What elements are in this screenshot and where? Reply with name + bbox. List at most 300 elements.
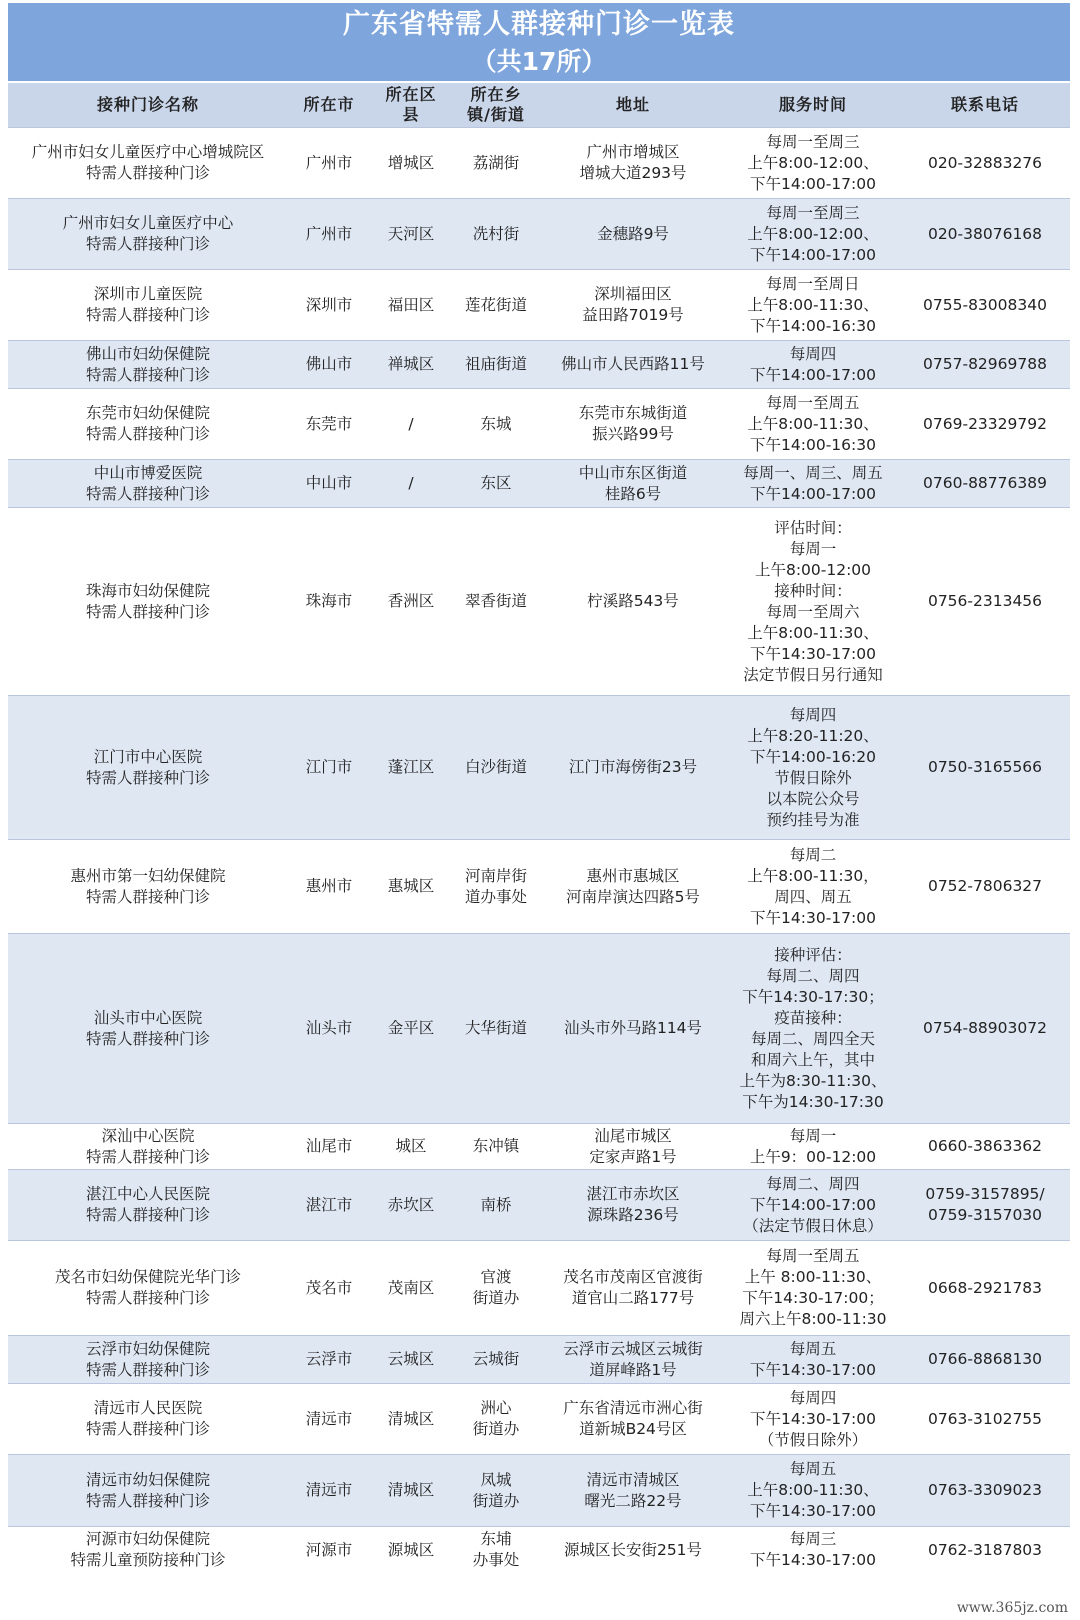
header-city: 所在市 xyxy=(288,83,370,128)
address-cell-line: 惠州市惠城区 xyxy=(586,866,680,885)
hours-cell-line: 上午8:00-12:00 xyxy=(754,560,872,579)
hours-cell-line: 每周四 xyxy=(789,1388,837,1407)
hours-cell-line: 评估时间： xyxy=(774,518,852,537)
clinic-name xyxy=(8,1170,288,1241)
street-cell-line: 祖庙街道 xyxy=(464,355,527,373)
city-cell: 中山市 xyxy=(288,460,370,508)
clinic-name-line: 河源市妇幼保健院 xyxy=(85,1530,210,1549)
street-cell-line: 办事处 xyxy=(472,1551,520,1570)
address-cell xyxy=(540,508,726,696)
address-cell-line: 河南岸演达四路5号 xyxy=(566,887,700,906)
clinic-name xyxy=(8,1527,288,1574)
address-cell-line: 广州市增城区 xyxy=(586,143,680,161)
page-title: 广东省特需人群接种门诊一览表 xyxy=(343,9,735,40)
clinic-name-line: 珠海市妇幼保健院 xyxy=(85,581,210,600)
phone-cell-line: 0755-83008340 xyxy=(923,295,1047,314)
header-district: 所在区县 xyxy=(370,83,452,128)
clinic-name xyxy=(8,341,288,389)
clinic-name-line: 特需人群接种门诊 xyxy=(85,484,210,503)
clinic-name-line: 湛江中心人民医院 xyxy=(85,1185,210,1203)
table-row xyxy=(8,1170,1070,1241)
street-cell-line: 街道办 xyxy=(472,1420,520,1438)
clinic-name xyxy=(8,696,288,840)
clinic-name xyxy=(8,508,288,696)
address-cell-line: 桂路6号 xyxy=(604,484,662,503)
address-cell-line: 道屏峰路1号 xyxy=(589,1360,677,1379)
district-cell: / xyxy=(370,460,452,508)
street-cell xyxy=(452,270,540,341)
street-cell-line: 东冲镇 xyxy=(472,1137,520,1155)
hours-cell xyxy=(726,1527,900,1574)
hours-cell-line: 下午14:30-17:00 xyxy=(750,644,876,663)
street-cell-line: 官渡 xyxy=(480,1268,512,1286)
watermark: www.365jz.com xyxy=(956,1600,1068,1616)
phone-cell-line: 0759-3157030 xyxy=(927,1206,1043,1224)
hours-cell xyxy=(726,389,900,460)
hours-cell-line: 上午8:00-11:30、 xyxy=(747,623,879,642)
hours-cell-line: （节假日除外） xyxy=(758,1430,868,1449)
district-cell: 禅城区 xyxy=(370,341,452,389)
hours-cell-line: 下午为14:30-17:30 xyxy=(742,1092,884,1111)
address-cell xyxy=(540,389,726,460)
clinic-name-line: 佛山市妇幼保健院 xyxy=(85,344,210,363)
clinic-name-line: 云浮市妇幼保健院 xyxy=(85,1339,210,1358)
street-cell-line: 云城街 xyxy=(472,1350,520,1368)
phone-cell xyxy=(900,1170,1070,1241)
hours-cell-line: 节假日除外 xyxy=(774,768,852,787)
hours-cell-line: 上午8:00-11:30、 xyxy=(747,414,879,433)
table-row xyxy=(8,270,1070,341)
clinic-name xyxy=(8,1124,288,1170)
clinic-name-line: 特需人群接种门诊 xyxy=(85,164,210,182)
address-cell xyxy=(540,840,726,934)
district-cell: 云城区 xyxy=(370,1336,452,1384)
table-row xyxy=(8,460,1070,508)
table-row xyxy=(8,341,1070,389)
street-cell xyxy=(452,1241,540,1336)
hours-cell-line: 每周三 xyxy=(789,1530,837,1549)
phone-cell xyxy=(900,1384,1070,1455)
street-cell-line: 荔湖街 xyxy=(472,153,520,172)
phone-cell-line: 0769-23329792 xyxy=(923,414,1047,433)
hours-cell xyxy=(726,128,900,199)
clinic-name-line: 中山市博爱医院 xyxy=(93,463,203,482)
street-cell xyxy=(452,460,540,508)
street-cell-line: 凤城 xyxy=(480,1470,512,1489)
clinic-name-line: 特需人群接种门诊 xyxy=(85,768,210,787)
address-cell xyxy=(540,270,726,341)
hours-cell-line: 上午9：00-12:00 xyxy=(749,1147,877,1166)
address-cell xyxy=(540,1170,726,1241)
title-banner xyxy=(8,3,1070,83)
address-cell-line: 广东省清远市洲心街 xyxy=(563,1399,703,1417)
phone-cell xyxy=(900,1241,1070,1336)
address-cell-line: 道新城B24号区 xyxy=(579,1420,687,1438)
hours-cell xyxy=(726,1455,900,1527)
table-row xyxy=(8,1527,1070,1574)
city-cell: 河源市 xyxy=(288,1527,370,1574)
hours-cell-line: 下午14:00-17:00 xyxy=(750,245,876,264)
table-row xyxy=(8,508,1070,696)
hours-cell-line: 下午14:30-17:00 xyxy=(750,908,876,927)
phone-cell xyxy=(900,199,1070,270)
street-cell xyxy=(452,508,540,696)
table-row xyxy=(8,1455,1070,1527)
city-cell: 湛江市 xyxy=(288,1170,370,1241)
city-cell: 惠州市 xyxy=(288,840,370,934)
street-cell xyxy=(452,128,540,199)
hours-cell-line: 每周四 xyxy=(789,344,837,363)
street-cell xyxy=(452,1124,540,1170)
address-cell xyxy=(540,696,726,840)
phone-cell xyxy=(900,1336,1070,1384)
street-cell xyxy=(452,199,540,270)
clinic-name xyxy=(8,199,288,270)
phone-cell-line: 0754-88903072 xyxy=(923,1019,1047,1037)
table-row xyxy=(8,1124,1070,1170)
address-cell-line: 柠溪路543号 xyxy=(587,592,679,610)
hours-cell-line: 和周六上午，其中 xyxy=(750,1050,875,1069)
clinic-name xyxy=(8,1455,288,1527)
city-cell: 佛山市 xyxy=(288,341,370,389)
phone-cell-line: 0756-2313456 xyxy=(927,592,1043,610)
hours-cell-line: 下午14:00-17:00 xyxy=(750,484,876,503)
hours-cell-line: 上午8:00-11:30、 xyxy=(747,1481,879,1499)
phone-cell-line: 0763-3102755 xyxy=(927,1409,1043,1428)
clinic-name-line: 特需人群接种门诊 xyxy=(85,887,210,906)
street-cell-line: 白沙街道 xyxy=(464,758,527,776)
district-cell: 蓬江区 xyxy=(370,696,452,840)
hours-cell-line: 上午8:00-11:30， xyxy=(747,866,879,885)
street-cell-line: 街道办 xyxy=(472,1491,520,1510)
hours-cell-line: 下午14:00-17:00 xyxy=(750,174,876,193)
phone-cell-line: 0763-3309023 xyxy=(927,1481,1043,1499)
table-row xyxy=(8,389,1070,460)
hours-cell-line: 上午8:00-12:00、 xyxy=(747,153,879,172)
phone-cell-line: 0668-2921783 xyxy=(927,1278,1043,1297)
city-cell: 东莞市 xyxy=(288,389,370,460)
city-cell: 江门市 xyxy=(288,696,370,840)
hours-cell-line: 下午14:00-17:00 xyxy=(750,365,876,384)
hours-cell-line: 周六上午8:00-11:30 xyxy=(739,1310,887,1328)
clinic-name xyxy=(8,389,288,460)
hours-cell-line: 下午14:30-17:00 xyxy=(750,1360,876,1379)
address-cell-line: 振兴路99号 xyxy=(592,425,674,443)
address-cell-line: 东莞市东城街道 xyxy=(578,404,688,422)
street-cell-line: 翠香街道 xyxy=(464,592,527,610)
clinic-name-line: 惠州市第一妇幼保健院 xyxy=(70,866,226,885)
hours-cell-line: 下午14:00-16:30 xyxy=(750,316,876,335)
street-cell-line: 东区 xyxy=(480,474,512,492)
phone-cell xyxy=(900,270,1070,341)
hours-cell xyxy=(726,1241,900,1336)
street-cell xyxy=(452,934,540,1124)
district-cell: 香洲区 xyxy=(370,508,452,696)
hours-cell-line: 每周二、周四 xyxy=(766,966,860,985)
hours-cell-line: 每周一 xyxy=(789,539,837,558)
address-cell-line: 云浮市云城区云城街 xyxy=(563,1339,703,1358)
hours-cell-line: 每周一至周三 xyxy=(766,132,860,151)
district-cell: 赤坎区 xyxy=(370,1170,452,1241)
hours-cell xyxy=(726,840,900,934)
phone-cell-line: 0752-7806327 xyxy=(927,877,1043,895)
address-cell xyxy=(540,1336,726,1384)
district-cell: 天河区 xyxy=(370,199,452,270)
address-cell-line: 金穗路9号 xyxy=(597,224,669,243)
address-cell-line: 佛山市人民西路11号 xyxy=(561,355,705,373)
hours-cell-line: 每周四 xyxy=(789,705,837,724)
address-cell-line: 定家声路1号 xyxy=(589,1147,677,1166)
hours-cell-line: 法定节假日另行通知 xyxy=(743,665,883,684)
hours-cell-line: 上午8:00-12:00、 xyxy=(747,224,879,243)
table-row xyxy=(8,840,1070,934)
header-address: 地址 xyxy=(540,83,726,128)
hours-cell-line: 每周一至周六 xyxy=(766,602,860,621)
hours-cell-line: 每周二、周四全天 xyxy=(750,1029,875,1048)
clinic-name xyxy=(8,270,288,341)
hours-cell-line: 周四、周五 xyxy=(774,887,852,906)
address-cell-line: 汕尾市城区 xyxy=(594,1126,672,1145)
clinic-name-line: 特需人群接种门诊 xyxy=(85,1029,210,1048)
clinic-name xyxy=(8,1384,288,1455)
hours-cell-line: 下午14:00-17:00 xyxy=(750,1195,876,1214)
phone-cell-line: 0766-8868130 xyxy=(927,1350,1043,1368)
header-clinic-name: 接种门诊名称 xyxy=(8,83,288,128)
hours-cell-line: 每周一、周三、周五 xyxy=(743,463,883,482)
clinic-name-line: 清远市人民医院 xyxy=(93,1399,203,1417)
clinic-name-line: 深圳市儿童医院 xyxy=(93,285,203,303)
header-row xyxy=(8,83,1070,128)
hours-cell-line: 每周二 xyxy=(789,845,837,864)
hours-cell-line: 上午为8:30-11:30、 xyxy=(739,1071,887,1090)
hours-cell-line: 疫苗接种： xyxy=(774,1008,852,1027)
district-cell: 源城区 xyxy=(370,1527,452,1574)
hours-cell-line: 下午14:00-16:20 xyxy=(750,747,876,766)
phone-cell xyxy=(900,341,1070,389)
district-cell: 增城区 xyxy=(370,128,452,199)
phone-cell xyxy=(900,128,1070,199)
district-cell: 惠城区 xyxy=(370,840,452,934)
hours-cell-line: 上午8:20-11:20、 xyxy=(747,726,879,745)
clinic-name xyxy=(8,1241,288,1336)
district-cell: 金平区 xyxy=(370,934,452,1124)
clinic-name-line: 特需人群接种门诊 xyxy=(85,602,210,621)
hours-cell xyxy=(726,341,900,389)
phone-cell-line: 0762-3187803 xyxy=(927,1540,1043,1559)
hours-cell-line: 每周一至周日 xyxy=(766,274,860,293)
city-cell: 汕尾市 xyxy=(288,1124,370,1170)
phone-cell-line: 020-38076168 xyxy=(927,224,1043,243)
hours-cell-line: 接种评估： xyxy=(774,945,852,964)
clinic-name-line: 东莞市妇幼保健院 xyxy=(85,404,210,422)
clinic-name-line: 特需人群接种门诊 xyxy=(85,235,210,253)
address-cell-line: 清远市清城区 xyxy=(586,1470,680,1489)
table-row xyxy=(8,199,1070,270)
street-cell xyxy=(452,1170,540,1241)
clinic-name-line: 特需人群接种门诊 xyxy=(85,1360,210,1379)
clinic-name-line: 特需人群接种门诊 xyxy=(85,1289,210,1307)
address-cell-line: 汕头市外马路114号 xyxy=(563,1019,703,1037)
phone-cell-line: 0760-88776389 xyxy=(923,474,1047,492)
city-cell: 珠海市 xyxy=(288,508,370,696)
address-cell xyxy=(540,1527,726,1574)
address-cell-line: 江门市海傍街23号 xyxy=(568,758,698,776)
page xyxy=(8,3,1070,1574)
phone-cell xyxy=(900,508,1070,696)
hours-cell-line: （法定节假日休息） xyxy=(743,1216,883,1235)
clinic-name-line: 茂名市妇幼保健院光华门诊 xyxy=(54,1268,241,1286)
street-cell-line: 冼村街 xyxy=(472,224,520,243)
hours-cell xyxy=(726,1336,900,1384)
street-cell-line: 街道办 xyxy=(472,1289,520,1307)
hours-cell-line: 以本院公众号 xyxy=(766,789,860,808)
clinic-name-line: 特需人群接种门诊 xyxy=(85,1147,210,1166)
clinic-name xyxy=(8,1336,288,1384)
phone-cell xyxy=(900,934,1070,1124)
clinic-name-line: 特需人群接种门诊 xyxy=(85,365,210,384)
city-cell: 深圳市 xyxy=(288,270,370,341)
clinic-name-line: 特需人群接种门诊 xyxy=(85,1420,210,1438)
city-cell: 广州市 xyxy=(288,128,370,199)
street-cell-line: 莲花街道 xyxy=(464,295,527,314)
table-body xyxy=(8,128,1070,1574)
clinic-name-line: 深汕中心医院 xyxy=(101,1126,195,1145)
phone-cell xyxy=(900,696,1070,840)
street-cell-line: 东埔 xyxy=(480,1530,512,1549)
address-cell xyxy=(540,1241,726,1336)
hours-cell-line: 下午14:30-17:30； xyxy=(742,987,884,1006)
hours-cell-line: 每周五 xyxy=(789,1460,837,1478)
hours-cell-line: 下午14:30-17:00 xyxy=(750,1502,876,1520)
address-cell-line: 源城区长安街251号 xyxy=(563,1540,703,1559)
hours-cell xyxy=(726,199,900,270)
address-cell-line: 中山市东区街道 xyxy=(578,463,688,482)
clinic-name-line: 特需儿童预防接种门诊 xyxy=(70,1551,226,1570)
street-cell-line: 大华街道 xyxy=(464,1019,527,1037)
district-cell: / xyxy=(370,389,452,460)
clinic-name-line: 特需人群接种门诊 xyxy=(85,425,210,443)
hours-cell xyxy=(726,460,900,508)
hours-cell xyxy=(726,270,900,341)
hours-cell xyxy=(726,508,900,696)
table-row xyxy=(8,1241,1070,1336)
clinic-name xyxy=(8,128,288,199)
phone-cell-line: 0750-3165566 xyxy=(927,758,1043,776)
street-cell xyxy=(452,1527,540,1574)
phone-cell-line: 0660-3863362 xyxy=(927,1137,1043,1155)
clinic-name-line: 清远市幼妇保健院 xyxy=(85,1470,210,1489)
hours-cell-line: 下午14:00-16:30 xyxy=(750,435,876,454)
hours-cell-line: 每周五 xyxy=(789,1339,837,1358)
hours-cell-line: 每周一 xyxy=(789,1126,837,1145)
district-cell: 茂南区 xyxy=(370,1241,452,1336)
district-cell: 福田区 xyxy=(370,270,452,341)
phone-cell-line: 0757-82969788 xyxy=(923,355,1047,373)
address-cell xyxy=(540,1384,726,1455)
city-cell: 清远市 xyxy=(288,1455,370,1527)
address-cell xyxy=(540,934,726,1124)
street-cell-line: 河南岸街 xyxy=(464,866,527,885)
address-cell-line: 深圳福田区 xyxy=(594,285,672,303)
phone-cell xyxy=(900,1527,1070,1574)
street-cell-line: 南桥 xyxy=(480,1195,512,1214)
street-cell-line: 东城 xyxy=(480,414,512,433)
clinic-name-line: 广州市妇女儿童医疗中心 xyxy=(62,214,234,232)
district-cell: 清城区 xyxy=(370,1455,452,1527)
clinic-name-line: 特需人群接种门诊 xyxy=(85,1206,210,1224)
clinic-name xyxy=(8,934,288,1124)
address-cell xyxy=(540,199,726,270)
street-cell xyxy=(452,1336,540,1384)
table-row xyxy=(8,696,1070,840)
hours-cell-line: 每周二、周四 xyxy=(766,1174,860,1193)
city-cell: 茂名市 xyxy=(288,1241,370,1336)
clinic-name-line: 广州市妇女儿童医疗中心增城院区 xyxy=(31,143,265,161)
phone-cell xyxy=(900,1124,1070,1170)
hours-cell-line: 每周一至周五 xyxy=(766,1247,860,1265)
address-cell-line: 益田路7019号 xyxy=(582,306,684,324)
street-cell-line: 洲心 xyxy=(480,1399,512,1417)
street-cell xyxy=(452,840,540,934)
address-cell xyxy=(540,128,726,199)
city-cell: 汕头市 xyxy=(288,934,370,1124)
hours-cell xyxy=(726,934,900,1124)
hours-cell-line: 接种时间： xyxy=(774,581,852,600)
hours-cell-line: 上午 8:00-11:30、 xyxy=(744,1268,882,1286)
address-cell-line: 增城大道293号 xyxy=(579,164,687,182)
street-cell xyxy=(452,1384,540,1455)
city-cell: 广州市 xyxy=(288,199,370,270)
clinic-table xyxy=(8,83,1070,1574)
street-cell xyxy=(452,1455,540,1527)
address-cell-line: 曙光二路22号 xyxy=(584,1491,682,1510)
address-cell xyxy=(540,341,726,389)
phone-cell-line: 020-32883276 xyxy=(927,153,1043,172)
page-subtitle: （共17所） xyxy=(471,47,607,76)
address-cell-line: 湛江市赤坎区 xyxy=(586,1185,680,1203)
phone-cell xyxy=(900,840,1070,934)
hours-cell-line: 下午14:30-17:00； xyxy=(742,1289,884,1307)
address-cell xyxy=(540,460,726,508)
district-cell: 清城区 xyxy=(370,1384,452,1455)
phone-cell-line: 0759-3157895/ xyxy=(925,1185,1045,1203)
address-cell-line: 源珠路236号 xyxy=(587,1206,679,1224)
phone-cell xyxy=(900,1455,1070,1527)
table-row xyxy=(8,1384,1070,1455)
city-cell: 云浮市 xyxy=(288,1336,370,1384)
city-cell: 清远市 xyxy=(288,1384,370,1455)
clinic-name-line: 特需人群接种门诊 xyxy=(85,1491,210,1510)
hours-cell-line: 每周一至周五 xyxy=(766,393,860,412)
clinic-name xyxy=(8,840,288,934)
hours-cell xyxy=(726,1170,900,1241)
header-phone: 联系电话 xyxy=(900,83,1070,128)
address-cell xyxy=(540,1124,726,1170)
hours-cell-line: 每周一至周三 xyxy=(766,203,860,222)
hours-cell-line: 预约挂号为准 xyxy=(766,810,860,829)
hours-cell-line: 下午14:30-17:00 xyxy=(750,1551,876,1570)
street-cell xyxy=(452,389,540,460)
district-cell: 城区 xyxy=(370,1124,452,1170)
table-row xyxy=(8,128,1070,199)
hours-cell xyxy=(726,1124,900,1170)
clinic-name-line: 汕头市中心医院 xyxy=(93,1008,203,1027)
table-row xyxy=(8,1336,1070,1384)
hours-cell xyxy=(726,1384,900,1455)
address-cell xyxy=(540,1455,726,1527)
header-street: 所在乡镇/街道 xyxy=(452,83,540,128)
phone-cell xyxy=(900,389,1070,460)
